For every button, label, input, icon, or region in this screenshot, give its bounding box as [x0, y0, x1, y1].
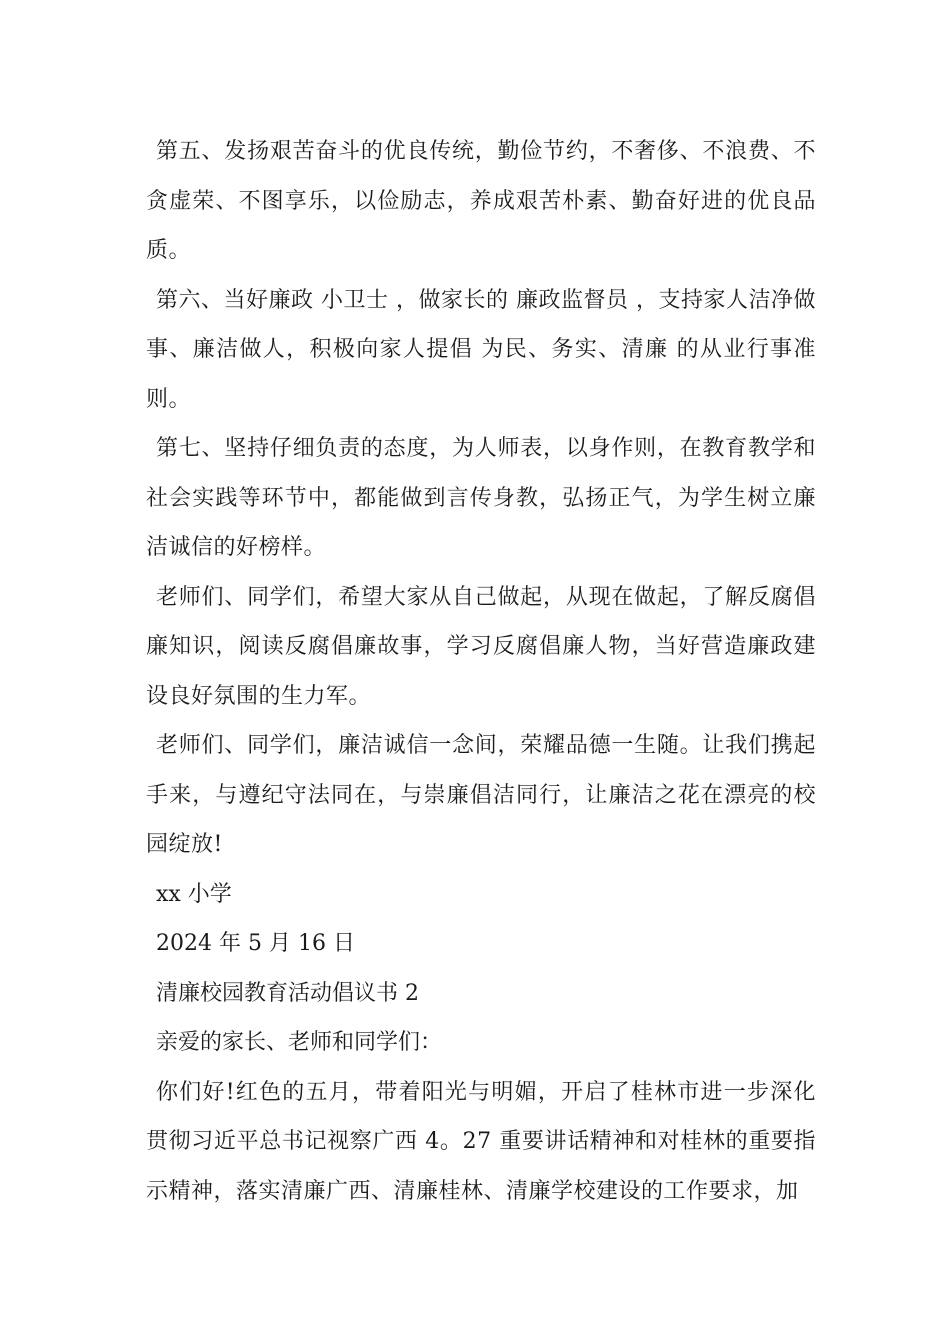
paragraph-sixth: 第六、当好廉政 小卫士 ，做家长的 廉政监督员 ，支持家人洁净做事、廉洁做人，积极向家人提倡 为民、务实、清廉 的从业行事准则。 [146, 287, 816, 412]
paragraph-closing: 老师们、同学们，廉洁诚信一念间，荣耀品德一生随。让我们携起手来，与遵纪守法同在，与崇廉倡洁同行，让廉洁之花在漂亮的校园绽放! [146, 733, 816, 857]
document-body [146, 127, 816, 1216]
paragraph-seventh: 第七、坚持仔细负责的态度，为人师表，以身作则，在教育教学和社会实践等环节中，都能做到言传身教，弘扬正气，为学生树立廉洁诚信的好榜样。 [146, 436, 816, 560]
paragraph-appeal: 老师们、同学们，希望大家从自己做起，从现在做起，了解反腐倡廉知识，阅读反腐倡廉故事，学习反腐倡廉人物，当好营造廉政建设良好氛围的生力军。 [146, 584, 816, 709]
salutation: 亲爱的家长、老师和同学们： [156, 1030, 443, 1055]
signature-date: 2024 年 5 月 16 日 [156, 931, 355, 956]
paragraph-fifth: 第五、发扬艰苦奋斗的优良传统，勤俭节约，不奢侈、不浪费、不贪虚荣、不图享乐，以俭励志，养成艰苦朴素、勤奋好进的优良品质。 [146, 139, 816, 263]
section-title: 清廉校园教育活动倡议书 2 [156, 980, 419, 1006]
paragraph-greeting: 你们好!红色的五月，带着阳光与明媚，开启了桂林市进一步深化贯彻习近平总书记视察广西 4。27 重要讲话精神和对桂林的重要指示精神，落实清廉广西、清廉桂林、清廉学校建设的工作要求，加 [146, 1079, 816, 1204]
signature-school: xx 小学 [156, 881, 232, 907]
